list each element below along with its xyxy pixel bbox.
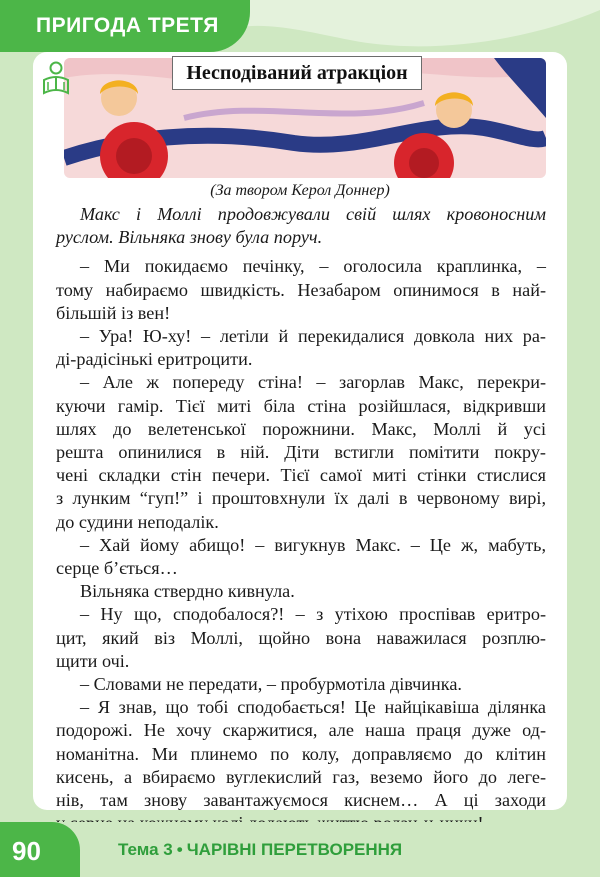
text-line: з лунким “гуп!” і проштовхнули їх далі в червоному вирі, (56, 488, 546, 509)
text-line: ді-радісінькі еритроцити. (56, 349, 253, 370)
text-line: до судини неподалік. (56, 511, 219, 532)
text-line: – Ми покидаємо печінку, – оголосила краплинка, – (80, 256, 546, 277)
text-line: кисень, а вбираємо вуглекислий газ, веземо його до леге- (56, 766, 546, 787)
text-line: – Ура! Ю-ху! – летіли й перекидалися довкола них ра- (80, 326, 546, 347)
text-line: чені складки стін печери. Тієї самої миті стінки стислися (56, 465, 546, 486)
text-line: номанітна. Ми плинемо по колу, доправляємо до клітин (56, 743, 546, 764)
page-number: 90 (12, 836, 41, 866)
text-line: – Але ж попереду стіна! – загорлав Макс, перекри- (80, 372, 546, 393)
footer-topic (118, 840, 402, 860)
intro-line: руслом. Вільняка знову була поруч. (56, 227, 323, 248)
text-line: шлях до велетенської порожнини. Макс, Моллі й усі (56, 418, 546, 439)
story-source: (За твором Керол Доннер) (210, 182, 390, 199)
topic-title: ЧАРІВНІ ПЕРЕТВОРЕННЯ (186, 840, 403, 859)
text-line: серце б’ється… (56, 558, 178, 579)
topic-label: Тема 3 (118, 840, 173, 859)
header-wave-decoration (230, 0, 600, 56)
text-line: цит, який віз Моллі, щойно вона наважилася розплю- (56, 627, 546, 648)
text-line: подорожі. Не хочу скаржитися, але наша праця дуже од- (56, 720, 546, 741)
reading-icon (40, 60, 72, 98)
text-line: щити очі. (56, 650, 130, 671)
text-line: Вільняка ствердно кивнула. (80, 581, 295, 602)
text-line: куючи гамір. Тієї миті біла стіна розійшлася, відкривши (56, 395, 546, 416)
story-body (56, 255, 546, 835)
intro-paragraph (56, 203, 546, 249)
text-line: – Хай йому абищо! – вигукнув Макс. – Це ж, мабуть, (80, 534, 546, 555)
text-line: – Словами не передати, – пробурмотіла дівчинка. (80, 674, 462, 695)
text-line: більшій із вен! (56, 302, 171, 323)
text-line: – Ну що, сподобалося?! – з утіхою проспівав еритро- (80, 604, 546, 625)
text-line: решта опинилися в ній. Діти встигли помітити покру- (56, 442, 546, 463)
section-label: ПРИГОДА ТРЕТЯ (36, 14, 219, 37)
intro-line: Макс і Моллі продовжували свій шлях кровоносним (80, 204, 546, 224)
text-line: нів, там знову завантажуємося киснем… А ці заходи (56, 790, 546, 811)
story-text (56, 203, 546, 835)
text-line: – Я знав, що тобі сподобається! Це найцікавіша ділянка (80, 697, 546, 718)
text-line: тому набираємо швидкість. Незабаром опинимося в най- (56, 279, 546, 300)
story-title: Несподіваний атракціон (172, 56, 422, 90)
bullet-icon: • (176, 840, 183, 859)
